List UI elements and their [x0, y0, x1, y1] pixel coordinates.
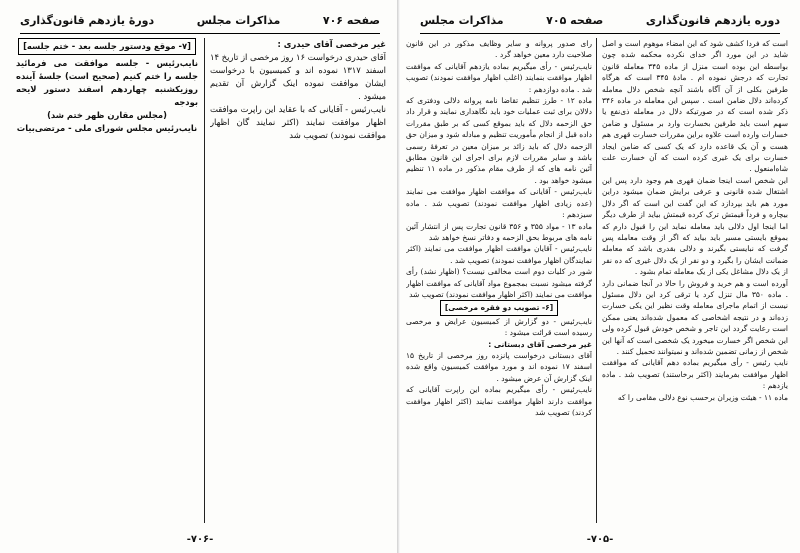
left-page-column-a — [16, 38, 198, 523]
leave-report-title: غیر مرخصی آقای حیدری : — [277, 39, 386, 49]
header-title: مذاکرات مجلس — [196, 13, 281, 27]
signature-line: نایب‌رئیس مجلس شورای ملی - مرتضی‌بیات — [16, 123, 198, 133]
text-paragraph: آورده است و هم خرید و فروش را حالا در آنجا ضمانی دارد . ماده ۳۵۰ مال تنزل کرد یا ترقی کرد این دلال مسئول نیست از اتمام ماجرای معامله وقت نظیر این یکی خسارت زده‌اند و در نتیجه اشخاصی که معمول شده‌اند یعنی ممکن است رعایت گردد این تاجر و شخص خودش قبول کرده ولی این شخص اگر خسارت میخورد یک شخصی است که آنها این شخص از زمانی تضمین شده‌اند و نمیتوانند تحمیل کنند . — [602, 278, 788, 356]
vote-paragraph: نایب‌رئیس - رأی میگیریم بماده این راپرت آقایانی که موافقت دارند اظهار موافقت نمایند (اکثر اظهار موافقت کردند) تصویب شد — [406, 385, 592, 417]
right-page-column-right — [602, 38, 788, 523]
right-page — [400, 0, 800, 553]
text-paragraph: رای صدور پروانه و سایر وظایف مذکور در این قانون صلاحیت دارد معین خواهد گرد . — [406, 39, 592, 60]
left-page-number: -۷۰۶- — [186, 534, 214, 545]
text-paragraph: این شخص است اینجا ضمان قهری هم وجود دارد پس این اشتغال شده قانونی و عرفی برایش ضمان میشود دراین مورد هم باید بپردازد که این گفت این است که اگر دلال بیچاره و فرداً قیمتش ترک کرده قیمتش بیاید از طرف دیگر اما اینجا اول دلالی باید معامله نماید این را قبول دارم که بموقع بایستی مسیر باید بیاید که اگر از وقت معامله پس گرفت که نبایستی بگیرند و دلالی بقدری باشد که معامله ضمانت ایشان را بگیرد و دو نفر از یک دلال غیری که ده نفر از یک دلال مشاغل یکی از یک معامله تمام بشود . — [602, 175, 788, 277]
article-12-paragraph: ماده ۱۲ - طرز تنظیم تقاضا نامه پروانه دلالی ودفتری که دلالان برای ثبت عملیات خود باید نگاهداری نمایند و قرار داد حق الزحمه دلال که باید بموقع کسی که بر طبق مقررات داده قبل از انجام مأموریت تنظیم و مبادله شود و میزان حق الزحمه دلال که باید زائد بر میزان معین در تعرفهٔ رسمی باشد و سایر مقررات لازم برای اجرای این قانون مطابق آئین نامه های که از طرف مقام مذکور در ماده ۱۱ تنظیم میشود خواهد بود . — [406, 96, 592, 185]
header-page-label: صفحه ۷۰۵ — [546, 13, 604, 27]
chair-statement: نایب‌رئیس - جلسه موافقت می فرمائید جلسه را ختم کنیم (صحیح است) جلسهٔ آینده روزیکشنبه چهاردهم اسفند دستور لایحه بودجه — [16, 58, 198, 107]
leave-report-vote: نایب‌رئیس - آقایانی که با عقاید این راپرت موافقت اظهار موافقت نمایند (اکثر نمایند گان اظهار موافقت نمودند) تصویب شد — [210, 104, 386, 140]
leave-report-title: غیر مرخصی آقای دبستانی : — [488, 339, 592, 349]
left-page-column-b — [210, 38, 386, 523]
header-series: دورهٔ یازدهم قانون‌گذاری — [20, 13, 155, 27]
vote-paragraph: نایب‌رئیس - آقایان موافقت اظهار موافقت می نمایند (اکثر نمایندگان اظهار موافقت نمودند) تصویب شد . — [406, 244, 592, 265]
vote-paragraph: نایب‌رئیس - آقایانی که موافقت اظهار موافقت می نمایند (عده زیادی اظهار موافقت نمودند) تصویب شد . ماده سیزدهم : — [406, 187, 592, 220]
column-divider — [596, 38, 597, 523]
article-13-paragraph: ماده ۱۳ - مواد ۳۵۵ و ۳۵۶ قانون تجارت پس از انتشار آئین نامه های مربوط بحق الزحمه و دفاتر نسخ خواهد شد — [406, 221, 592, 242]
text-paragraph: است که فردا کشف شود که این امضاء موهوم است و اصل شاید در این مورد اگر خدای نکرده محکمه شده چون بواسطه این بوده است منزل از ماده ۳۴۵ معامله قانون تجارت که درجش نموده ام . مادهٔ ۳۴۵ است که هرگاه طرفین بکلی از آن آگاه باشند آنچه شخص دلال معامله کرده‌اند دلال ضامن است . سپس این معامله در ماده ۳۴۶ ذکر شده است که در صورتیکه دلال در معامله ذی‌نفع یا سهم است باید طرفین بخسارت وارد بر مسئول و ضامن خسارات وارده است علاوه براین مقررات خسارت قهری هم هست و آن یک قاعده دارد که یک کسی که ضامن ایجاد خسارت برای یک غیری کرده است که آن خسارت علت شاه‌امنعول . — [602, 39, 788, 174]
left-page-header — [20, 10, 380, 34]
vote-paragraph: نایب رئیس - رأی میگیریم بماده دهم آقایانی که موافقت اظهار موافقت بفرمایند (اکثر برخاستند) تصویب شد . ماده یازدهم : — [602, 358, 788, 391]
article-11-paragraph: ماده ۱۱ - هیئت وزیران برحسب نوع دلالی مقامی را که — [617, 392, 788, 402]
leave-report-body: آقای حیدری درخواست ۱۶ روز مرخصی از تاریخ ۱۴ اسفند ۱۳۱۷ نموده اند و کمیسیون با درخواست ایشان موافقت نموده اینک گزارش آن تقدیم میشود . — [210, 52, 386, 101]
right-page-header — [420, 10, 780, 34]
header-title: مذاکرات مجلس — [420, 13, 504, 27]
chair-statement: نایب‌رئیس - دو گزارش از کمیسیون عرایض و مرخصی رسیده است قرائت میشود : — [406, 316, 592, 338]
vote-paragraph: شور در کلیات دوم است مخالفی نیست؟ (اظهار نشد) رأی گرفته میشود نسبت بمجموع مواد آقایانی که موافقت اظهار موافقت می نمایند (اکثر اظهار موافقت نمودند) تصویب شد — [406, 267, 592, 299]
section-title-boxed: [۶- تصویب دو فقره مرخصی] — [440, 300, 558, 315]
column-divider — [204, 38, 205, 523]
right-page-number: -۷۰۵- — [586, 534, 614, 545]
leave-report-body: آقای دبستانی درخواست پانزده روز مرخصی از تاریخ ۱۵ اسفند ۱۷ نموده اند و مورد موافقت کمیسیون واقع شده اینک گزارش آن عرض میشود . — [406, 350, 592, 383]
vote-paragraph: نایب‌رئیس - رأی میگیریم بماده یازدهم آقایانی که موافقت اظهار موافقت بنمایند (اغلب اظهار موافقت نمودند) تصویب شد . ماده دوازدهم : — [406, 61, 592, 94]
section-title-boxed: [۷- موقع ودستور جلسه بعد - ختم جلسه] — [18, 38, 196, 55]
session-closing: (مجلس مقارن ظهر ختم شد) — [47, 110, 167, 120]
right-page-column-left — [406, 38, 592, 523]
header-series: دوره یازدهم قانون‌گذاری — [645, 13, 780, 27]
header-page-label: صفحه ۷۰۶ — [322, 13, 380, 27]
